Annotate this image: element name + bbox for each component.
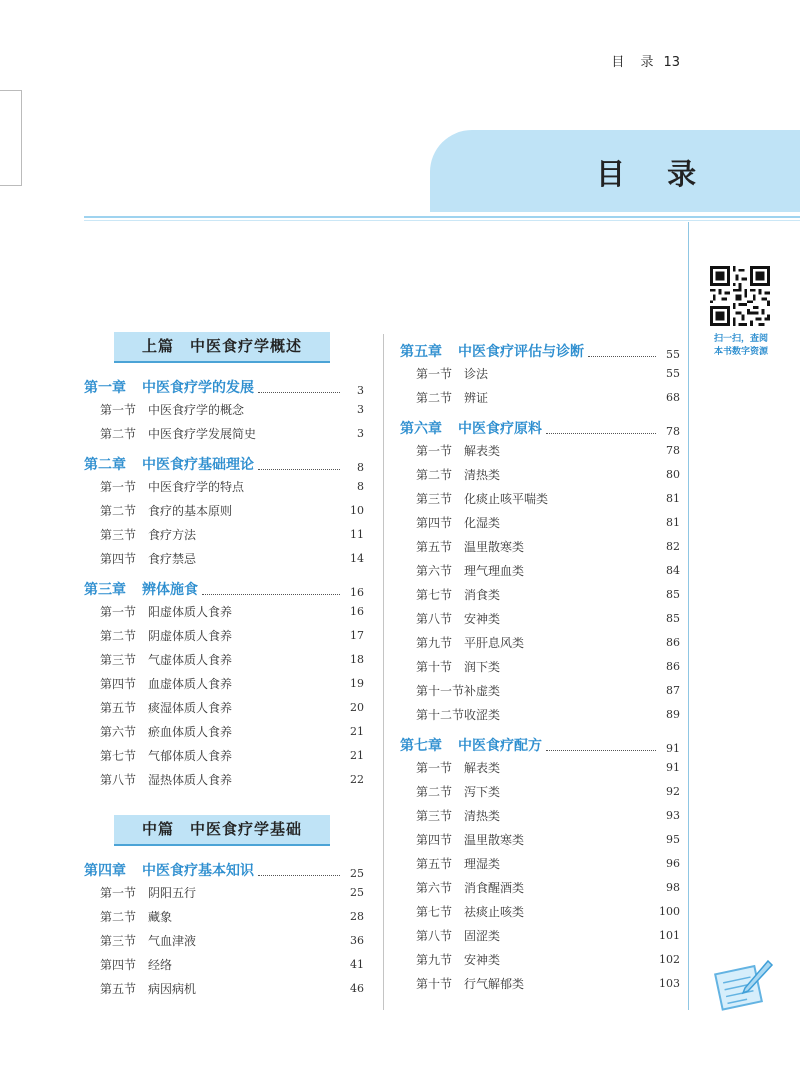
chapter-title: 中医食疗评估与诊断 — [458, 344, 584, 360]
toc-section-link[interactable] — [84, 767, 364, 791]
dot-leader — [258, 875, 340, 876]
page-number: 78 — [666, 443, 680, 457]
page-number: 21 — [350, 748, 364, 762]
section-number: 第二节 — [100, 426, 137, 441]
section-number: 第二节 — [416, 467, 453, 482]
section-number: 第二节 — [100, 503, 137, 518]
dot-leader — [588, 356, 656, 357]
toc-right-column — [400, 332, 680, 995]
qr-caption-line: 扫一扫，查阅 — [713, 334, 768, 344]
qr-caption — [706, 333, 776, 359]
page-title: 目 录 — [596, 157, 713, 191]
page-number: 36 — [350, 933, 364, 947]
section-number: 第三节 — [416, 808, 453, 823]
section-title: 辨证 — [464, 390, 489, 405]
chapter-number: 第四章 — [84, 863, 126, 879]
section-number: 第六节 — [100, 724, 137, 739]
toc-section-link[interactable] — [400, 803, 680, 827]
section-title: 消食醒酒类 — [464, 880, 525, 895]
section-title: 安神类 — [464, 611, 501, 626]
qr-code-icon[interactable] — [710, 266, 770, 326]
toc-section-link[interactable] — [400, 875, 680, 899]
chapter-title: 中医食疗基础理论 — [142, 457, 254, 473]
section-title: 行气解郁类 — [464, 976, 525, 991]
page-number: 8 — [357, 461, 364, 474]
toc-chapter-link[interactable] — [84, 375, 364, 397]
section-number: 第三节 — [416, 491, 453, 506]
part-heading: 上篇 中医食疗学概述 — [114, 332, 330, 363]
section-title: 气郁体质人食养 — [148, 748, 233, 763]
toc-section-link[interactable] — [400, 755, 680, 779]
qr-caption-line: 本书数字资源 — [713, 347, 768, 357]
section-title: 解表类 — [464, 760, 501, 775]
section-title: 藏象 — [148, 909, 173, 924]
section-title: 解表类 — [464, 443, 501, 458]
section-number: 第十节 — [416, 659, 453, 674]
running-head-label: 目 录 — [611, 55, 660, 70]
toc-section-link[interactable] — [84, 498, 364, 522]
toc-section-link[interactable] — [400, 385, 680, 409]
part-heading: 中篇 中医食疗学基础 — [114, 815, 330, 846]
page-number: 95 — [666, 832, 680, 846]
section-title: 固涩类 — [464, 928, 501, 943]
page-number: 100 — [659, 904, 680, 918]
toc-chapter-link[interactable] — [400, 332, 680, 361]
section-title: 诊法 — [464, 366, 489, 381]
section-title: 润下类 — [464, 659, 501, 674]
page-number: 91 — [666, 742, 680, 755]
section-number: 第十二节 — [416, 707, 465, 722]
section-number: 第一节 — [100, 479, 137, 494]
page-number: 8 — [357, 479, 364, 493]
section-title: 食疗禁忌 — [148, 551, 197, 566]
page-number: 18 — [350, 652, 364, 666]
section-title: 痰湿体质人食养 — [148, 700, 233, 715]
page-number: 14 — [350, 551, 364, 565]
page-number: 10 — [350, 503, 364, 517]
toc-section-link[interactable] — [84, 880, 364, 904]
section-title: 清热类 — [464, 808, 501, 823]
toc-section-link[interactable] — [84, 647, 364, 671]
section-title: 气血津液 — [148, 933, 197, 948]
page-number: 46 — [350, 981, 364, 995]
section-title: 安神类 — [464, 952, 501, 967]
toc-section-link[interactable] — [84, 904, 364, 928]
page-number: 16 — [350, 586, 364, 599]
section-number: 第一节 — [416, 443, 453, 458]
section-number: 第一节 — [100, 402, 137, 417]
section-number: 第二节 — [416, 784, 453, 799]
section-title: 收涩类 — [464, 707, 501, 722]
section-number: 第三节 — [100, 527, 137, 542]
page-number: 103 — [659, 976, 680, 990]
section-number: 第八节 — [100, 772, 137, 787]
page-number: 93 — [666, 808, 680, 822]
page-number: 21 — [350, 724, 364, 738]
section-title: 清热类 — [464, 467, 501, 482]
toc-chapter-link[interactable] — [84, 858, 364, 880]
section-number: 第一节 — [416, 760, 453, 775]
page-number: 98 — [666, 880, 680, 894]
section-title: 经络 — [148, 957, 173, 972]
page-number: 19 — [350, 676, 364, 690]
toc-section-link[interactable] — [400, 827, 680, 851]
section-number: 第五节 — [416, 856, 453, 871]
page-number: 41 — [350, 957, 364, 971]
toc-section-link[interactable] — [84, 976, 364, 1000]
toc-section-link[interactable] — [400, 971, 680, 995]
toc-section-link[interactable] — [84, 421, 364, 445]
section-title: 病因病机 — [148, 981, 197, 996]
toc-chapter-link[interactable] — [84, 445, 364, 474]
chapter-title: 中医食疗配方 — [458, 738, 542, 754]
section-title: 理湿类 — [464, 856, 501, 871]
page-number: 3 — [357, 426, 364, 440]
page-number: 87 — [666, 683, 680, 697]
chapter-number: 第六章 — [400, 421, 442, 437]
page-number: 20 — [350, 700, 364, 714]
section-title: 化痰止咳平喘类 — [464, 491, 549, 506]
page-number: 81 — [666, 515, 680, 529]
section-number: 第五节 — [416, 539, 453, 554]
toc-section-link[interactable] — [84, 952, 364, 976]
toc-section-link[interactable] — [84, 671, 364, 695]
page-number: 92 — [666, 784, 680, 798]
toc-section-link[interactable] — [400, 851, 680, 875]
page-number: 86 — [666, 659, 680, 673]
section-title: 血虚体质人食养 — [148, 676, 233, 691]
section-number: 第五节 — [100, 700, 137, 715]
toc-section-link[interactable] — [400, 486, 680, 510]
page-edge-marker — [0, 90, 22, 186]
section-number: 第九节 — [416, 952, 453, 967]
column-divider — [383, 334, 384, 1010]
page-number: 80 — [666, 467, 680, 481]
toc-section-link[interactable] — [400, 702, 680, 726]
chapter-number: 第七章 — [400, 738, 442, 754]
toc-section-link[interactable] — [400, 534, 680, 558]
toc-section-link[interactable] — [400, 582, 680, 606]
section-number: 第四节 — [416, 832, 453, 847]
section-number: 第十节 — [416, 976, 453, 991]
section-number: 第六节 — [416, 880, 453, 895]
toc-section-link[interactable] — [400, 462, 680, 486]
section-title: 气虚体质人食养 — [148, 652, 233, 667]
dot-leader — [546, 750, 656, 751]
page-number: 96 — [666, 856, 680, 870]
toc-section-link[interactable] — [84, 522, 364, 546]
toc-section-link[interactable] — [400, 779, 680, 803]
page-number: 25 — [350, 867, 364, 880]
section-number: 第七节 — [416, 587, 453, 602]
section-number: 第二节 — [100, 628, 137, 643]
section-title: 湿热体质人食养 — [148, 772, 233, 787]
margin-rule — [688, 222, 689, 1010]
section-title: 食疗方法 — [148, 527, 197, 542]
section-number: 第二节 — [100, 909, 137, 924]
section-title: 补虚类 — [464, 683, 501, 698]
toc-section-link[interactable] — [84, 719, 364, 743]
section-title: 消食类 — [464, 587, 501, 602]
page-number: 22 — [350, 772, 364, 786]
page-number: 86 — [666, 635, 680, 649]
page-number: 28 — [350, 909, 364, 923]
page-number: 85 — [666, 611, 680, 625]
dot-leader — [258, 469, 340, 470]
chapter-title: 中医食疗学的发展 — [142, 380, 254, 396]
section-number: 第四节 — [100, 676, 137, 691]
section-title: 中医食疗学的概念 — [148, 402, 245, 417]
section-title: 中医食疗学发展简史 — [148, 426, 257, 441]
page-number: 81 — [666, 491, 680, 505]
toc-section-link[interactable] — [84, 474, 364, 498]
chapter-title: 辨体施食 — [142, 582, 198, 598]
toc-section-link[interactable] — [84, 743, 364, 767]
section-number: 第六节 — [416, 563, 453, 578]
page-number: 3 — [357, 402, 364, 416]
page-number: 102 — [659, 952, 680, 966]
section-title: 温里散寒类 — [464, 832, 525, 847]
section-title: 平肝息风类 — [464, 635, 525, 650]
toc-chapter-link[interactable] — [84, 570, 364, 599]
page-number: 84 — [666, 563, 680, 577]
toc-chapter-link[interactable] — [400, 409, 680, 438]
page-number: 25 — [350, 885, 364, 899]
section-number: 第三节 — [100, 933, 137, 948]
page-number: 82 — [666, 539, 680, 553]
section-number: 第七节 — [100, 748, 137, 763]
toc-section-link[interactable] — [400, 899, 680, 923]
section-number: 第五节 — [100, 981, 137, 996]
section-title: 瘀血体质人食养 — [148, 724, 233, 739]
toc-section-link[interactable] — [400, 510, 680, 534]
dot-leader — [202, 594, 340, 595]
section-title: 化湿类 — [464, 515, 501, 530]
toc-section-link[interactable] — [400, 606, 680, 630]
section-title: 祛痰止咳类 — [464, 904, 525, 919]
page-number: 3 — [357, 384, 364, 397]
section-title: 理气理血类 — [464, 563, 525, 578]
page-number: 78 — [666, 425, 680, 438]
section-title: 温里散寒类 — [464, 539, 525, 554]
toc-section-link[interactable] — [400, 947, 680, 971]
section-number: 第九节 — [416, 635, 453, 650]
toc-left-column — [84, 332, 364, 1000]
page-number: 55 — [666, 366, 680, 380]
section-number: 第七节 — [416, 904, 453, 919]
toc-section-link[interactable] — [84, 397, 364, 421]
dot-leader — [258, 392, 340, 393]
toc-section-link[interactable] — [400, 558, 680, 582]
toc-section-link[interactable] — [84, 928, 364, 952]
section-number: 第四节 — [100, 551, 137, 566]
section-number: 第一节 — [416, 366, 453, 381]
page-number: 101 — [659, 928, 680, 942]
section-title: 阳虚体质人食养 — [148, 604, 233, 619]
dot-leader — [546, 433, 656, 434]
toc-section-link[interactable] — [84, 695, 364, 719]
toc-section-link[interactable] — [84, 623, 364, 647]
page-number: 85 — [666, 587, 680, 601]
chapter-number: 第一章 — [84, 380, 126, 396]
page-number: 17 — [350, 628, 364, 642]
running-head — [611, 51, 680, 70]
page-number: 91 — [666, 760, 680, 774]
page-number: 89 — [666, 707, 680, 721]
toc-section-link[interactable] — [400, 438, 680, 462]
section-number: 第一节 — [100, 604, 137, 619]
toc-chapter-link[interactable] — [400, 726, 680, 755]
section-title: 食疗的基本原则 — [148, 503, 233, 518]
notepad-pencil-icon — [712, 955, 774, 1011]
header-rule-thin — [84, 220, 800, 221]
section-number: 第一节 — [100, 885, 137, 900]
page-number: 68 — [666, 390, 680, 404]
chapter-number: 第五章 — [400, 344, 442, 360]
section-number: 第八节 — [416, 611, 453, 626]
section-title: 阴虚体质人食养 — [148, 628, 233, 643]
toc-section-link[interactable] — [400, 678, 680, 702]
section-number: 第四节 — [416, 515, 453, 530]
toc-section-link[interactable] — [84, 546, 364, 570]
section-number: 第十一节 — [416, 683, 465, 698]
page-number: 11 — [350, 527, 364, 541]
section-title: 泻下类 — [464, 784, 501, 799]
section-number: 第三节 — [100, 652, 137, 667]
running-head-page-number: 13 — [663, 55, 680, 70]
page-number: 55 — [666, 348, 680, 361]
section-number: 第二节 — [416, 390, 453, 405]
toc-section-link[interactable] — [400, 630, 680, 654]
chapter-title: 中医食疗基本知识 — [142, 863, 254, 879]
chapter-number: 第三章 — [84, 582, 126, 598]
chapter-title: 中医食疗原料 — [458, 421, 542, 437]
section-title: 中医食疗学的特点 — [148, 479, 245, 494]
page-number: 16 — [350, 604, 364, 618]
section-number: 第八节 — [416, 928, 453, 943]
toc-section-link[interactable] — [400, 654, 680, 678]
toc-section-link[interactable] — [400, 361, 680, 385]
chapter-number: 第二章 — [84, 457, 126, 473]
toc-section-link[interactable] — [400, 923, 680, 947]
section-number: 第四节 — [100, 957, 137, 972]
header-rule — [84, 216, 800, 218]
toc-section-link[interactable] — [84, 599, 364, 623]
section-title: 阴阳五行 — [148, 885, 197, 900]
